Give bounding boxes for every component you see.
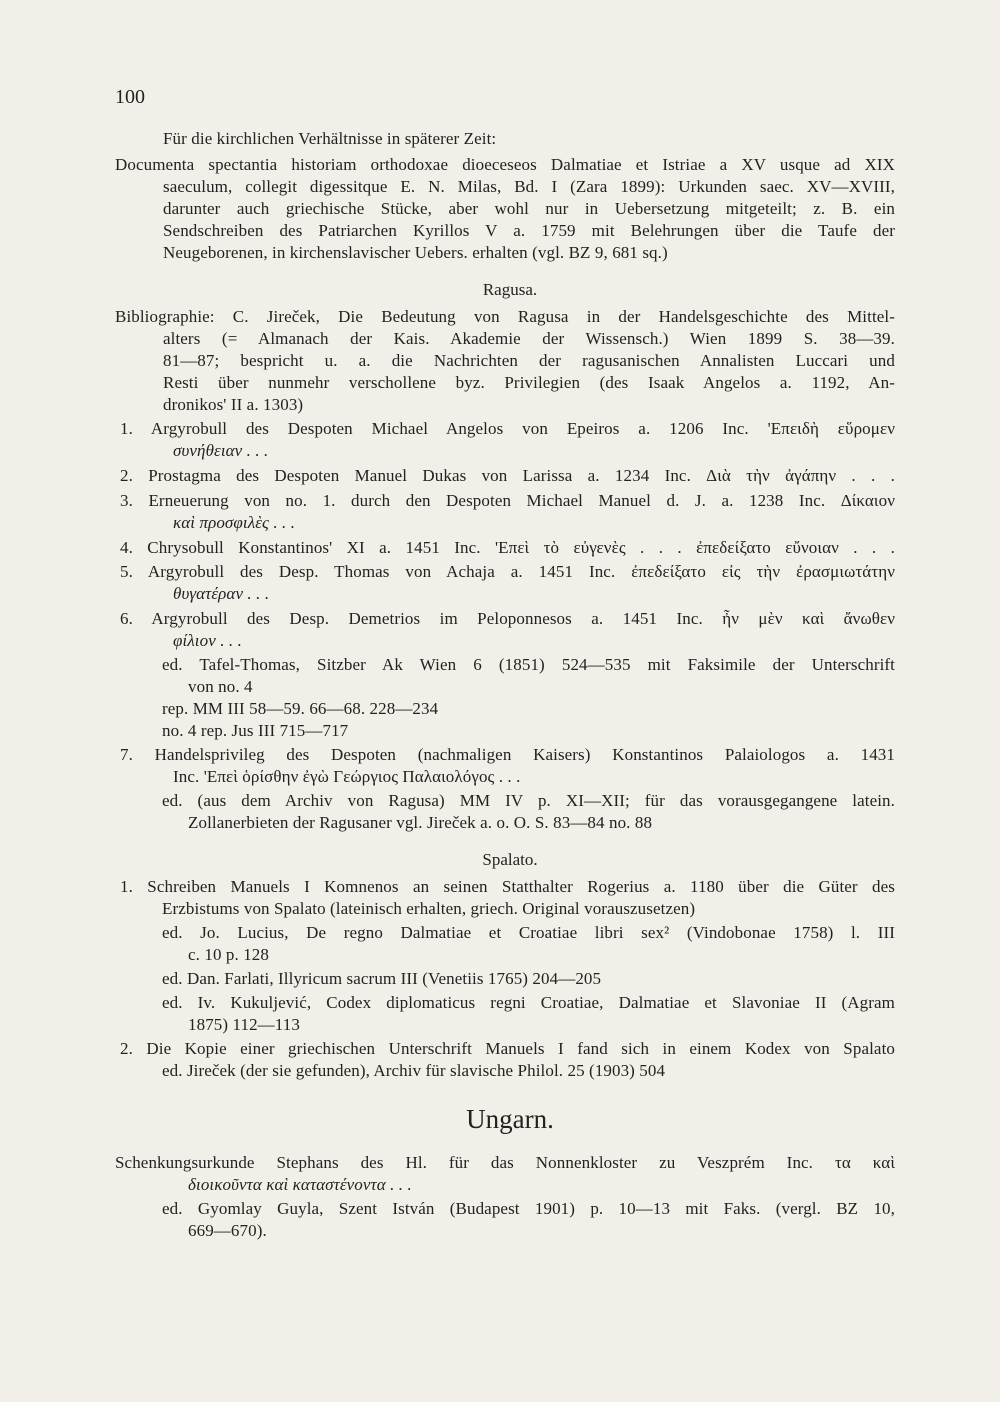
spalato-line: ed. Jireček (der sie gefunden), Archiv für slavische Philol. 25 (1903) 504 — [162, 1061, 666, 1080]
ragusa-entry: συνήθειαν . . . — [173, 441, 269, 460]
ragusa-entry: 1. Argyrobull des Despoten Michael Angelos von Epeiros a. 1206 Inc. 'Επειδὴ εὕρομεν — [120, 419, 895, 438]
biblio-line: 81—87; bespricht u. a. die Nachrichten der ragusanischen Annalisten Luccari und — [163, 351, 895, 370]
ragusa-entry: rep. MM III 58—59. 66—68. 228—234 — [162, 699, 439, 718]
ragusa-entry: 3. Erneuerung von no. 1. durch den Despoten Michael Manuel d. J. a. 1238 Inc. Δίκαιον — [120, 491, 895, 510]
intro-line: Neugeborenen, in kirchenslavischer Uebers. erhalten (vgl. BZ 9, 681 sq.) — [163, 243, 668, 262]
section-title-ragusa: Ragusa. — [482, 280, 538, 299]
spalato-line: c. 10 p. 128 — [188, 945, 269, 964]
spalato-line: 2. Die Kopie einer griechischen Unterschrift Manuels I fand sich in einem Kodex von Spalato — [120, 1039, 895, 1058]
biblio-line: dronikos' II a. 1303) — [163, 395, 304, 414]
page-number: 100 — [115, 86, 145, 108]
ungarn-line: ed. Gyomlay Guyla, Szent István (Budapest 1901) p. 10—13 mit Faks. (vergl. BZ 10, — [162, 1199, 895, 1218]
spalato-line: ed. Iv. Kukuljević, Codex diplomaticus regni Croatiae, Dalmatiae et Slavoniae II (Agram — [162, 993, 895, 1012]
intro-heading: Für die kirchlichen Verhältnisse in späterer Zeit: — [163, 129, 497, 148]
ragusa-entry: 7. Handelsprivileg des Despoten (nachmaligen Kaisers) Konstantinos Palaiologos a. 1431 — [120, 745, 895, 764]
spalato-line: 1. Schreiben Manuels I Komnenos an seinen Statthalter Rogerius a. 1180 über die Güter des — [120, 877, 895, 896]
intro-line: Sendschreiben des Patriarchen Kyrillos V a. 1759 mit Belehrungen über die Taufe der — [163, 221, 895, 240]
intro-line: Documenta spectantia historiam orthodoxae dioeceseos Dalmatiae et Istriae a XV usque ad XIX — [115, 155, 895, 174]
ragusa-entry: ed. Tafel-Thomas, Sitzber Ak Wien 6 (1851) 524—535 mit Faksimile der Unterschrift — [162, 655, 895, 674]
intro-line: darunter auch griechische Stücke, aber wohl nur in Uebersetzung mitgeteilt; z. B. ein — [163, 199, 895, 218]
ungarn-line: διοικοῦντα καὶ καταστένοντα . . . — [188, 1175, 412, 1194]
ragusa-entry: Zollanerbieten der Ragusaner vgl. Jireček a. o. O. S. 83—84 no. 88 — [188, 813, 653, 832]
spalato-line: ed. Jo. Lucius, De regno Dalmatiae et Croatiae libri sex² (Vindobonae 1758) l. III — [162, 923, 895, 942]
biblio-line: alters (= Almanach der Kais. Akademie der Wissensch.) Wien 1899 S. 38—39. — [163, 329, 895, 348]
ragusa-entry: φίλιον . . . — [173, 631, 242, 650]
ragusa-entry: 6. Argyrobull des Desp. Demetrios im Peloponnesos a. 1451 Inc. ἦν μὲν καὶ ἄνωθεν — [120, 609, 895, 628]
ragusa-entry: θυγατέραν . . . — [173, 584, 270, 603]
section-title-ungarn: Ungarn. — [466, 1104, 554, 1134]
ragusa-entry: καὶ προσφιλὲς . . . — [173, 513, 296, 532]
biblio-line: Resti über nunmehr verschollene byz. Privilegien (des Isaak Angelos a. 1192, An- — [163, 373, 895, 392]
spalato-line: ed. Dan. Farlati, Illyricum sacrum III (Venetiis 1765) 204—205 — [162, 969, 602, 988]
ungarn-line: 669—670). — [188, 1221, 267, 1240]
ragusa-entry: von no. 4 — [188, 677, 253, 696]
ragusa-entry: no. 4 rep. Jus III 715—717 — [162, 721, 349, 740]
ragusa-entry: 4. Chrysobull Konstantinos' XI a. 1451 Inc. 'Επεὶ τὸ εὐγενὲς . . . ἐπεδείξατο εὔνοιαν . . . — [120, 538, 895, 557]
ragusa-entry: 5. Argyrobull des Desp. Thomas von Achaja a. 1451 Inc. ἐπεδείξατο εἰς τὴν ἐρασμιωτάτην — [120, 562, 895, 581]
spalato-line: Erzbistums von Spalato (lateinisch erhalten, griech. Original vorauszusetzen) — [162, 899, 696, 918]
ragusa-entry: Inc. 'Επεὶ ὁρίσθην ἐγὼ Γεώργιος Παλαιολόγος . . . — [173, 767, 521, 786]
section-title-spalato: Spalato. — [482, 850, 538, 869]
ragusa-entry: 2. Prostagma des Despoten Manuel Dukas von Larissa a. 1234 Inc. Διὰ τὴν ἀγάπην . . . — [120, 466, 895, 485]
biblio-line: Bibliographie: C. Jireček, Die Bedeutung von Ragusa in der Handelsgeschichte des Mittel- — [115, 307, 895, 326]
ragusa-entry: ed. (aus dem Archiv von Ragusa) MM IV p. XI—XII; für das vorausgegangene latein. — [162, 791, 895, 810]
spalato-line: 1875) 112—113 — [188, 1015, 300, 1034]
intro-line: saeculum, collegit digessitque E. N. Milas, Bd. I (Zara 1899): Urkunden saec. XV—XVIII, — [163, 177, 895, 196]
ungarn-line: Schenkungsurkunde Stephans des Hl. für das Nonnenkloster zu Veszprém Inc. τα καὶ — [115, 1153, 895, 1172]
